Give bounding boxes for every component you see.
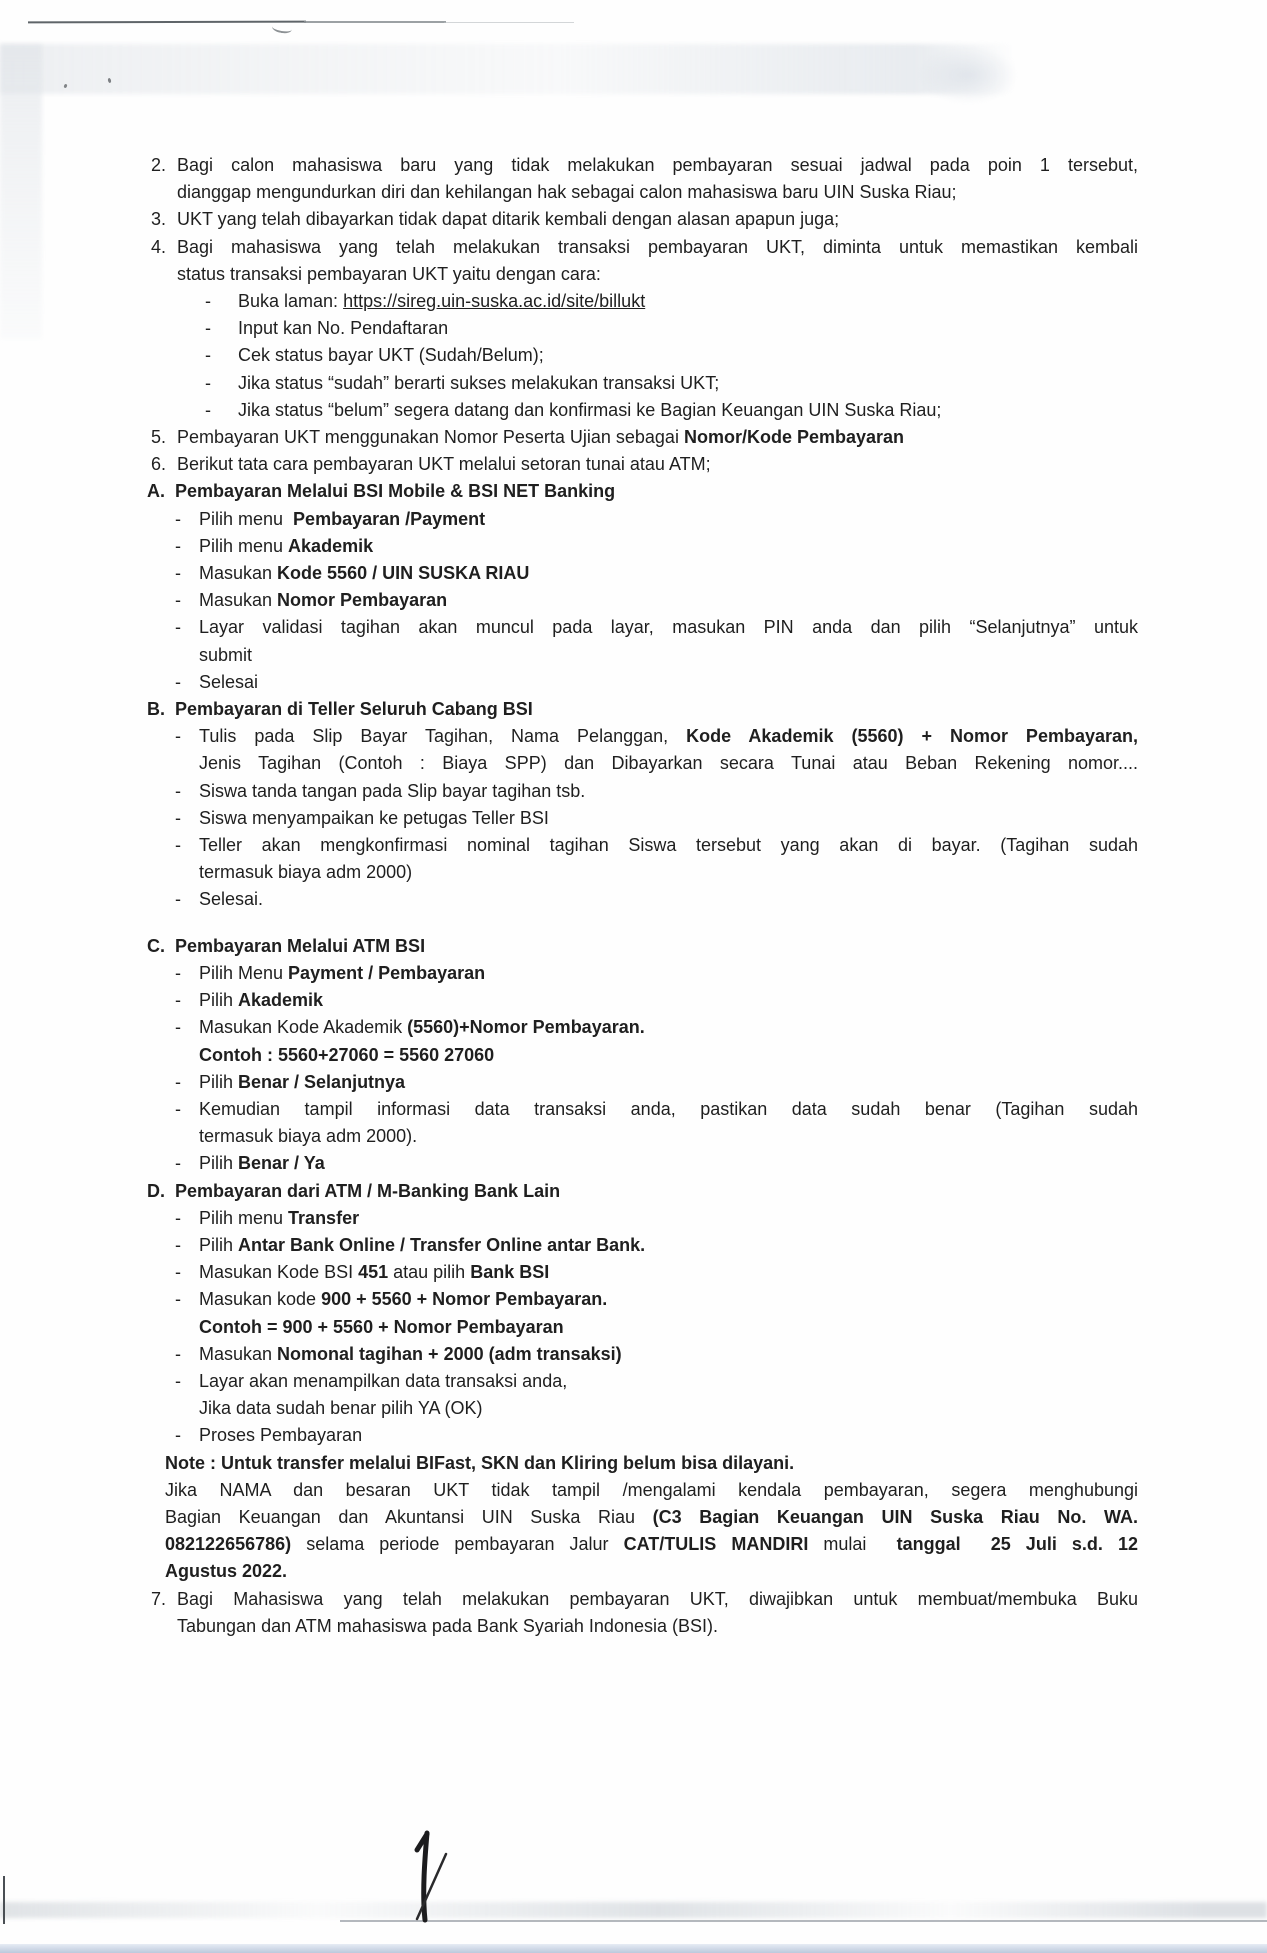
text-segment: Pilih menu bbox=[199, 1207, 289, 1228]
dash-bullet: - bbox=[175, 1425, 181, 1446]
text-segment: mulai bbox=[808, 1534, 897, 1555]
text-segment: Masukan bbox=[199, 563, 278, 584]
item-number: 6. bbox=[151, 454, 167, 475]
doc-line bbox=[135, 987, 1138, 1014]
text-segment: Benar / Selanjutnya bbox=[238, 1071, 406, 1092]
text-segment: Pilih menu bbox=[199, 535, 289, 556]
doc-line bbox=[135, 1341, 1138, 1368]
text-segment: CAT/TULIS MANDIRI bbox=[623, 1534, 809, 1555]
doc-line bbox=[135, 1259, 1138, 1286]
text-segment: Pembayaran dari ATM / M-Banking Bank Lain bbox=[175, 1180, 561, 1201]
text-segment: Bagi Mahasiswa yang telah melakukan pembayaran UKT, diwajibkan untuk membuat/membuka Buku bbox=[177, 1588, 1138, 1609]
text-segment: Selesai bbox=[199, 671, 259, 692]
doc-line bbox=[135, 397, 1138, 424]
dash-bullet: - bbox=[205, 318, 211, 339]
text-segment: Siswa menyampaikan ke petugas Teller BSI bbox=[199, 807, 549, 828]
text-segment: 900 + 5560 + Nomor Pembayaran. bbox=[321, 1289, 608, 1310]
text-segment: Tabungan dan ATM mahasiswa pada Bank Syariah Indonesia (BSI). bbox=[177, 1615, 718, 1636]
text-segment: Layar validasi tagihan akan muncul pada layar, masukan PIN anda dan pilih “Selanjutnya” untuk bbox=[199, 617, 1138, 638]
dash-bullet: - bbox=[205, 345, 211, 366]
billukt-link[interactable]: https://sireg.uin-suska.ac.id/site/billukt bbox=[343, 291, 646, 312]
doc-line bbox=[135, 1613, 1138, 1640]
text-segment: Tulis pada Slip Bayar Tagihan, Nama Pelanggan, bbox=[199, 726, 687, 747]
doc-line bbox=[135, 1314, 1138, 1341]
doc-line bbox=[135, 1395, 1138, 1422]
scan-edge-bottom-band bbox=[0, 1944, 1267, 1953]
text-segment: Masukan bbox=[199, 590, 278, 611]
scan-shadow-corner bbox=[918, 46, 1018, 104]
text-segment: Transfer bbox=[288, 1207, 360, 1228]
dash-bullet: - bbox=[175, 535, 181, 556]
text-segment: Pembayaran UKT menggunakan Nomor Peserta Ujian sebagai bbox=[177, 427, 684, 448]
dash-bullet: - bbox=[175, 780, 181, 801]
text-segment: 451 bbox=[358, 1262, 389, 1283]
dash-bullet: - bbox=[175, 1343, 181, 1364]
item-number: 4. bbox=[151, 236, 167, 257]
text-segment: 082122656786) bbox=[165, 1534, 292, 1555]
section-letter: B. bbox=[147, 699, 165, 720]
dash-bullet: - bbox=[205, 372, 211, 393]
dash-bullet: - bbox=[175, 962, 181, 983]
item-number: 2. bbox=[151, 155, 167, 175]
text-segment: (C3 Bagian Keuangan UIN Suska Riau No. WA. bbox=[652, 1506, 1138, 1527]
doc-line bbox=[135, 1531, 1138, 1558]
section-d-heading bbox=[135, 1178, 1138, 1205]
dash-bullet: - bbox=[175, 1071, 181, 1092]
section-letter: D. bbox=[147, 1180, 165, 1201]
doc-line bbox=[135, 342, 1138, 369]
doc-line bbox=[135, 1586, 1138, 1613]
scan-artifact-squiggle bbox=[271, 21, 292, 34]
doc-line bbox=[135, 288, 1138, 315]
dash-bullet: - bbox=[175, 1098, 181, 1119]
text-segment: Akademik bbox=[238, 990, 324, 1011]
text-segment: UKT yang telah dibayarkan tidak dapat ditarik kembali dengan alasan apapun juga; bbox=[177, 209, 840, 230]
text-segment: status transaksi pembayaran UKT yaitu dengan cara: bbox=[177, 263, 601, 284]
scan-artifact-dot bbox=[107, 78, 111, 84]
text-segment: Bank BSI bbox=[470, 1262, 550, 1283]
text-segment: Layar akan menampilkan data transaksi anda, bbox=[199, 1370, 568, 1391]
dash-bullet: - bbox=[175, 1234, 181, 1255]
text-segment: Berikut tata cara pembayaran UKT melalui setoran tunai atau ATM; bbox=[177, 454, 711, 475]
text-segment: Buka laman: bbox=[238, 291, 344, 312]
text-segment: (5560)+Nomor Pembayaran. bbox=[407, 1017, 645, 1038]
text-segment: Kode Akademik (5560) + Nomor Pembayaran, bbox=[686, 726, 1138, 747]
text-segment: Jika status “sudah” berarti sukses melakukan transaksi UKT; bbox=[238, 372, 720, 393]
text-segment: Masukan kode bbox=[199, 1289, 322, 1310]
doc-line bbox=[135, 1123, 1138, 1150]
doc-line bbox=[135, 451, 1138, 478]
text-segment: Payment / Pembayaran bbox=[288, 962, 486, 983]
text-segment: Benar / Ya bbox=[238, 1153, 325, 1174]
doc-line bbox=[135, 234, 1138, 261]
section-b-heading bbox=[135, 696, 1138, 723]
doc-line bbox=[135, 723, 1138, 750]
item-number: 5. bbox=[151, 427, 167, 448]
section-letter: C. bbox=[147, 935, 165, 956]
scan-artifact-bottom-line bbox=[340, 1920, 1267, 1922]
dash-bullet: - bbox=[175, 590, 181, 611]
dash-bullet: - bbox=[205, 399, 211, 420]
text-segment: Kode 5560 / UIN SUSKA RIAU bbox=[277, 563, 530, 584]
text-segment: Proses Pembayaran bbox=[199, 1425, 363, 1446]
doc-line bbox=[135, 1368, 1138, 1395]
section-c-heading bbox=[135, 933, 1138, 960]
dash-bullet: - bbox=[175, 1207, 181, 1228]
doc-line bbox=[135, 560, 1138, 587]
scan-artifact-top-line bbox=[444, 22, 574, 23]
text-segment: dianggap mengundurkan diri dan kehilangan hak sebagai calon mahasiswa baru UIN Suska Riau; bbox=[177, 182, 957, 203]
doc-line bbox=[135, 750, 1138, 777]
doc-line bbox=[135, 642, 1138, 669]
text-segment: Pilih Menu bbox=[199, 962, 289, 983]
dash-bullet: - bbox=[175, 1153, 181, 1174]
text-segment: Selesai. bbox=[199, 889, 264, 910]
text-segment: Pilih bbox=[199, 990, 239, 1011]
doc-line bbox=[135, 206, 1138, 233]
section-a-heading bbox=[135, 478, 1138, 505]
doc-line bbox=[135, 1286, 1138, 1313]
item-number: 7. bbox=[151, 1588, 167, 1609]
text-segment: Pembayaran Melalui ATM BSI bbox=[175, 935, 426, 956]
doc-line bbox=[135, 886, 1138, 913]
text-segment: Bagi mahasiswa yang telah melakukan transaksi pembayaran UKT, diminta untuk memastikan kembali bbox=[177, 236, 1138, 257]
text-segment: Bagian Keuangan dan Akuntansi UIN Suska Riau bbox=[165, 1506, 653, 1527]
doc-line bbox=[135, 315, 1138, 342]
text-segment: Jenis Tagihan (Contoh : Biaya SPP) dan Dibayarkan secara Tunai atau Beban Rekening nomor.... bbox=[199, 753, 1138, 774]
text-segment: Nomor Pembayaran bbox=[277, 590, 448, 611]
text-segment: Nomonal tagihan + 2000 (adm transaksi) bbox=[277, 1343, 622, 1364]
doc-line bbox=[135, 152, 1138, 179]
doc-line bbox=[135, 1504, 1138, 1531]
dash-bullet: - bbox=[175, 617, 181, 638]
text-segment: Akademik bbox=[288, 535, 374, 556]
text-segment: Jika NAMA dan besaran UKT tidak tampil /mengalami kendala pembayaran, segera menghubungi bbox=[165, 1479, 1138, 1500]
dash-bullet: - bbox=[175, 990, 181, 1011]
note-line bbox=[135, 1450, 1138, 1477]
text-segment: Note : Untuk transfer melalui BIFast, SKN dan Kliring belum bisa dilayani. bbox=[165, 1452, 795, 1473]
text-segment: Jika data sudah benar pilih YA (OK) bbox=[199, 1398, 483, 1419]
text-segment: Siswa tanda tangan pada Slip bayar tagihan tsb. bbox=[199, 780, 586, 801]
scan-shadow-left bbox=[0, 44, 42, 339]
scan-artifact-top-line bbox=[304, 21, 446, 23]
dash-bullet: - bbox=[175, 563, 181, 584]
text-segment: Kemudian tampil informasi data transaksi anda, pastikan data sudah benar (Tagihan sudah bbox=[199, 1098, 1138, 1119]
text-segment: Masukan Kode BSI bbox=[199, 1262, 359, 1283]
text-segment: Input kan No. Pendaftaran bbox=[238, 318, 449, 339]
text-segment: Pilih bbox=[199, 1153, 239, 1174]
doc-line bbox=[135, 424, 1138, 451]
text-segment: Teller akan mengkonfirmasi nominal tagihan Siswa tersebut yang akan di bayar. (Tagihan sudah bbox=[199, 835, 1138, 856]
text-segment: Contoh = 900 + 5560 + Nomor Pembayaran bbox=[199, 1316, 564, 1337]
scan-artifact-top-line bbox=[28, 21, 306, 24]
doc-line bbox=[135, 1422, 1138, 1449]
doc-line bbox=[135, 1014, 1138, 1041]
text-segment: Nomor/Kode Pembayaran bbox=[683, 427, 905, 448]
text-segment: Jika status “belum” segera datang dan konfirmasi ke Bagian Keuangan UIN Suska Riau; bbox=[238, 399, 942, 420]
scan-smudge-bottom bbox=[0, 1902, 1267, 1918]
text-segment: Cek status bayar UKT (Sudah/Belum); bbox=[238, 345, 544, 366]
dash-bullet: - bbox=[175, 726, 181, 747]
text-segment: Pembayaran Melalui BSI Mobile & BSI NET Banking bbox=[175, 481, 616, 502]
text-segment: termasuk biaya adm 2000) bbox=[199, 862, 413, 883]
handwritten-mark bbox=[400, 1822, 470, 1932]
text-segment: Antar Bank Online / Transfer Online antar Bank. bbox=[238, 1234, 646, 1255]
dash-bullet: - bbox=[175, 1262, 181, 1283]
text-segment: submit bbox=[199, 644, 253, 665]
doc-line bbox=[135, 1205, 1138, 1232]
text-segment: termasuk biaya adm 2000). bbox=[199, 1126, 418, 1147]
text-segment: Pilih bbox=[199, 1071, 239, 1092]
dash-bullet: - bbox=[175, 671, 181, 692]
doc-line bbox=[135, 1477, 1138, 1504]
dash-bullet: - bbox=[175, 1017, 181, 1038]
doc-line bbox=[135, 1096, 1138, 1123]
doc-line bbox=[135, 960, 1138, 987]
doc-line bbox=[135, 1042, 1138, 1069]
scan-artifact-left-tick bbox=[3, 1876, 5, 1924]
doc-line bbox=[135, 1150, 1138, 1177]
doc-line bbox=[135, 506, 1138, 533]
text-segment: Pilih bbox=[199, 1234, 239, 1255]
text-segment: Masukan bbox=[199, 1343, 278, 1364]
text-segment: Pilih menu bbox=[199, 508, 294, 529]
doc-line bbox=[135, 1558, 1138, 1585]
doc-line bbox=[135, 805, 1138, 832]
dash-bullet: - bbox=[175, 889, 181, 910]
text-segment: Contoh : 5560+27060 = 5560 27060 bbox=[199, 1044, 495, 1065]
dash-bullet: - bbox=[175, 807, 181, 828]
scan-shadow-top bbox=[0, 44, 1015, 94]
doc-line bbox=[135, 669, 1138, 696]
doc-line bbox=[135, 1232, 1138, 1259]
text-segment: Bagi calon mahasiswa baru yang tidak melakukan pembayaran sesuai jadwal pada poin 1 tersebut, bbox=[177, 155, 1138, 175]
doc-line bbox=[135, 859, 1138, 886]
dash-bullet: - bbox=[175, 835, 181, 856]
doc-line bbox=[135, 261, 1138, 288]
text-segment: atau pilih bbox=[388, 1262, 471, 1283]
doc-line bbox=[135, 587, 1138, 614]
dash-bullet: - bbox=[175, 1289, 181, 1310]
text-segment: Agustus 2022. bbox=[165, 1561, 288, 1582]
scan-artifact-dot bbox=[63, 84, 67, 89]
dash-bullet: - bbox=[205, 291, 211, 312]
dash-bullet: - bbox=[175, 508, 181, 529]
doc-line bbox=[135, 614, 1138, 641]
doc-line bbox=[135, 370, 1138, 397]
text-segment: Masukan Kode Akademik bbox=[199, 1017, 408, 1038]
doc-line bbox=[135, 778, 1138, 805]
doc-line bbox=[135, 1069, 1138, 1096]
document-page bbox=[135, 152, 1138, 1640]
doc-line bbox=[135, 179, 1138, 206]
text-segment: selama periode pembayaran Jalur bbox=[291, 1534, 624, 1555]
doc-line bbox=[135, 533, 1138, 560]
dash-bullet: - bbox=[175, 1370, 181, 1391]
text-segment: Pembayaran /Payment bbox=[293, 508, 486, 529]
text-segment: tanggal 25 Juli s.d. 12 bbox=[896, 1534, 1138, 1555]
section-letter: A. bbox=[147, 481, 165, 502]
doc-line bbox=[135, 832, 1138, 859]
text-segment: Pembayaran di Teller Seluruh Cabang BSI bbox=[175, 699, 533, 720]
item-number: 3. bbox=[151, 209, 167, 230]
